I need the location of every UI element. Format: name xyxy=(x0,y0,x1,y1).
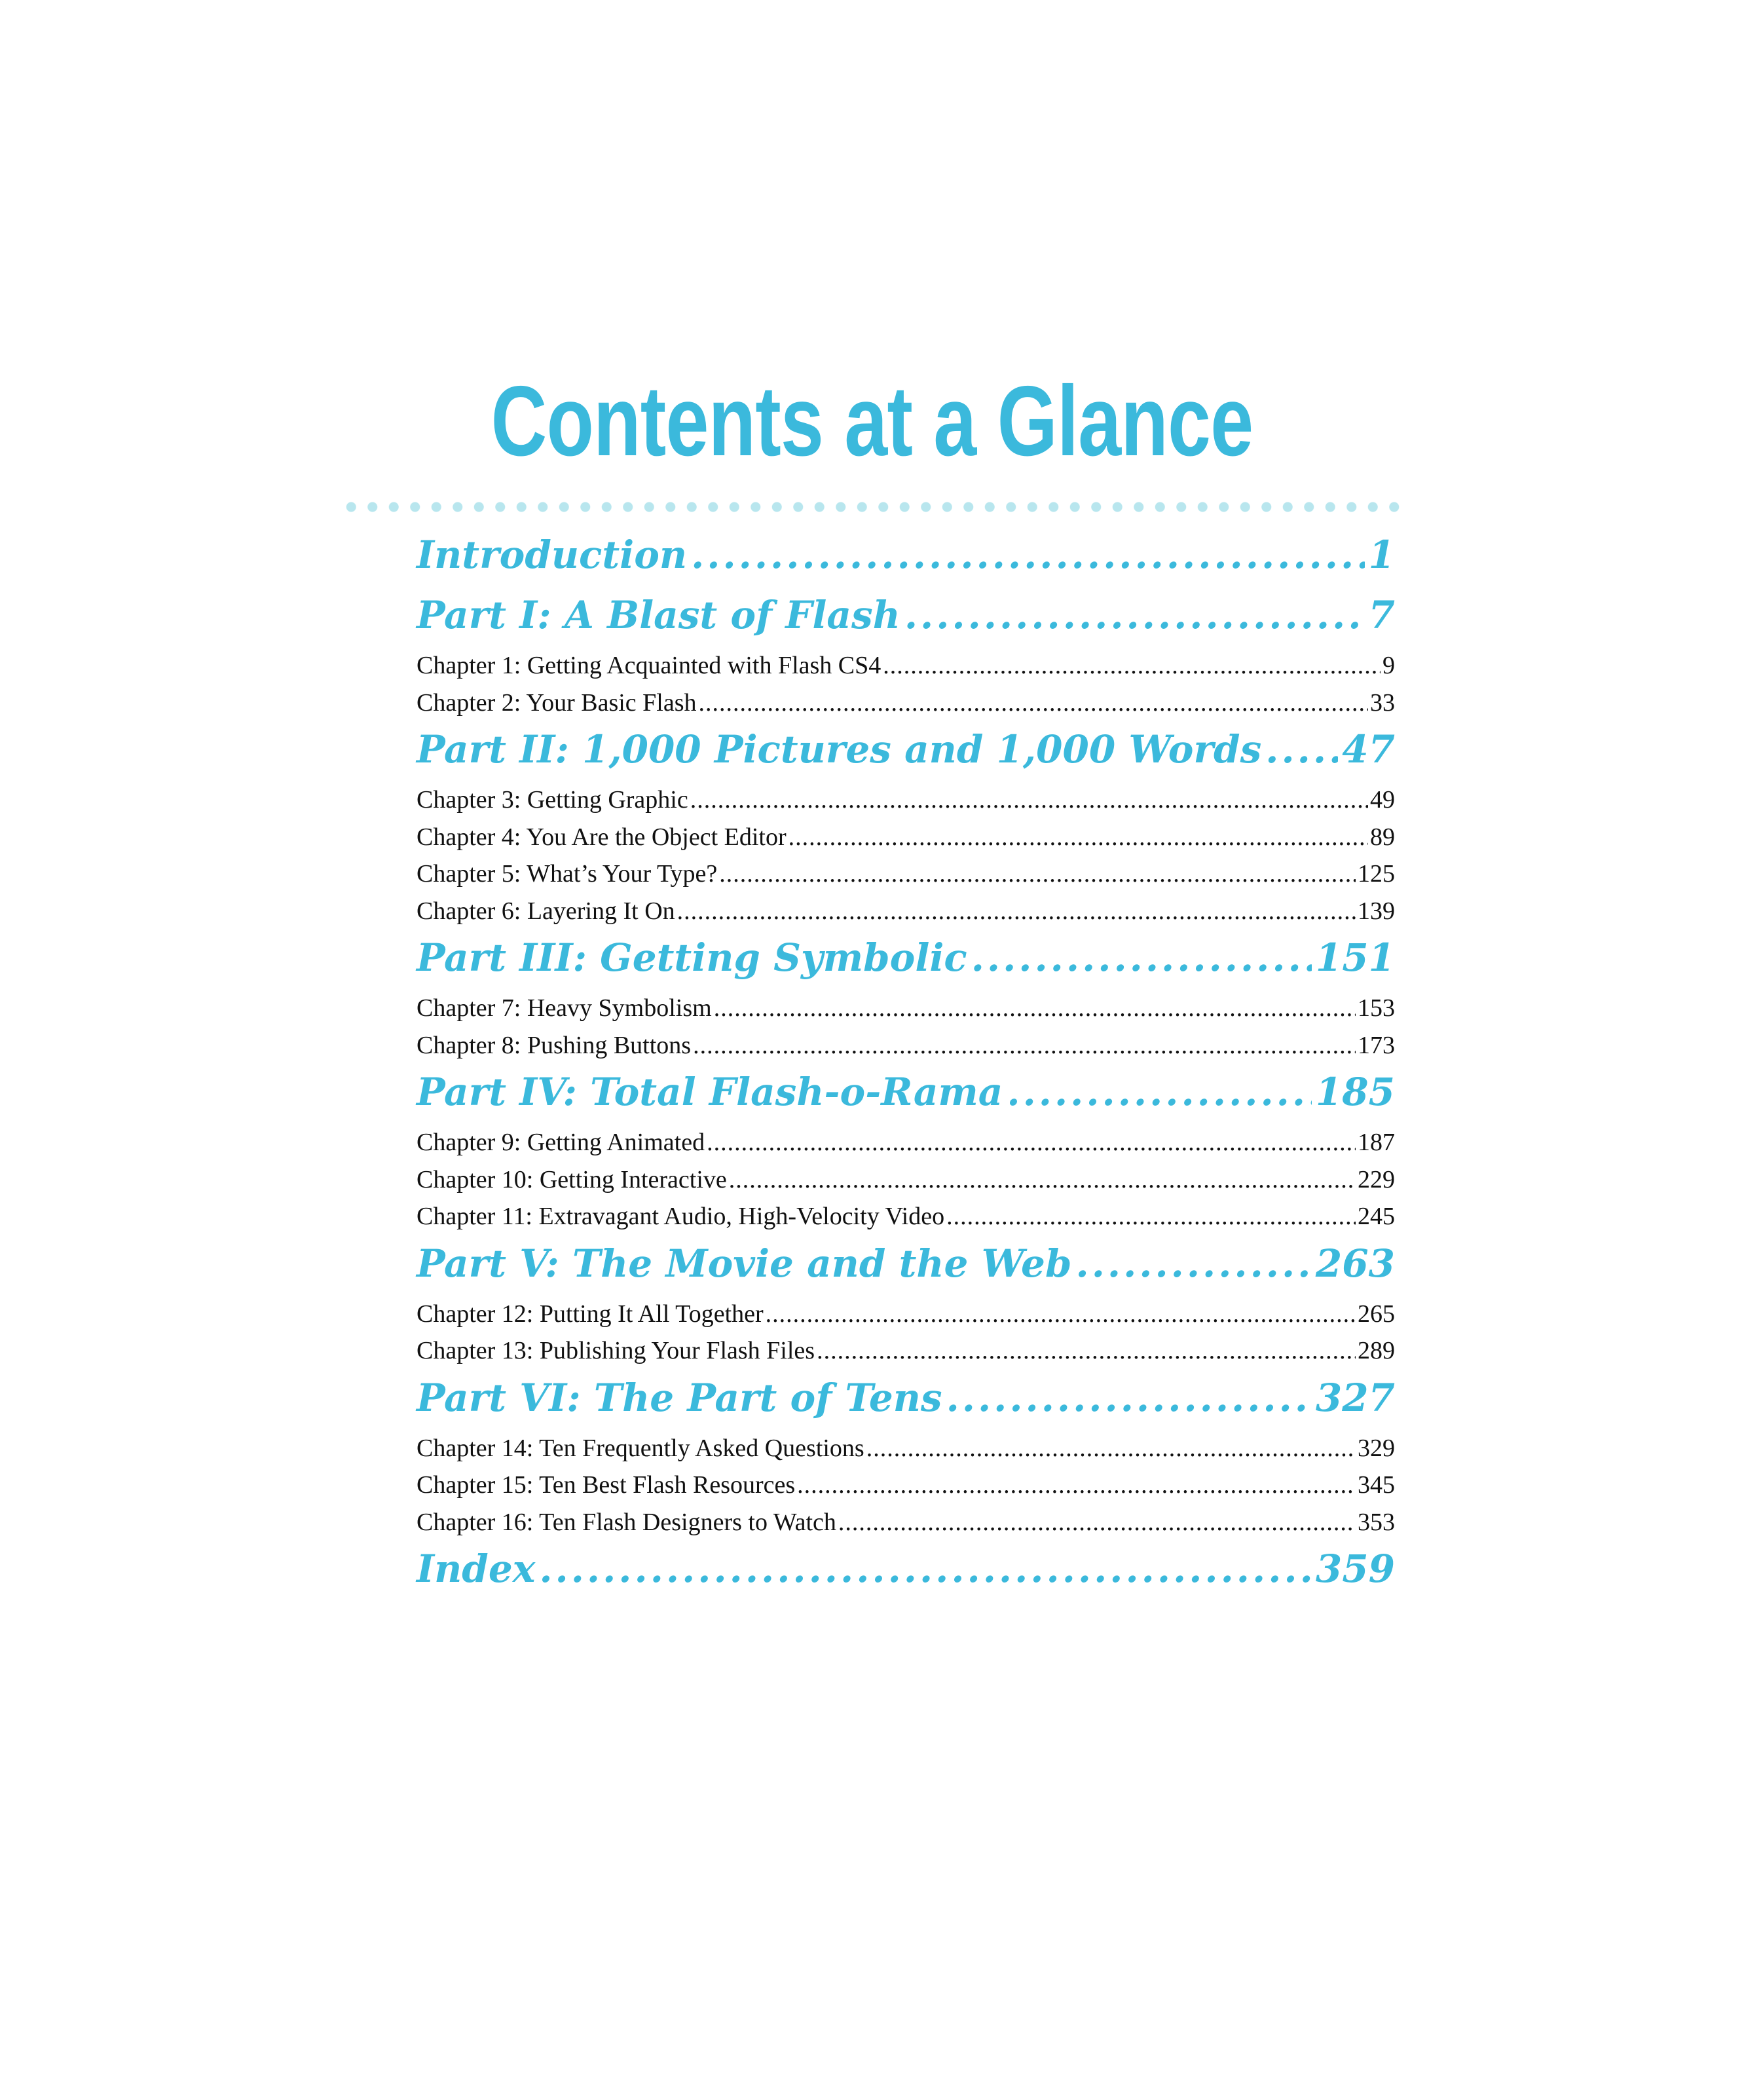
toc-chapter-page: 345 xyxy=(1358,1471,1395,1499)
toc-part-label: Part II: 1,000 Pictures and 1,000 Words xyxy=(417,727,1262,772)
toc-chapter-row[interactable] xyxy=(417,893,1395,930)
toc-chapter-page: 89 xyxy=(1370,823,1395,851)
toc-chapter-page: 265 xyxy=(1358,1300,1395,1328)
dot-leader xyxy=(904,596,1365,634)
dot-leader xyxy=(690,781,1368,818)
toc-chapter-row[interactable] xyxy=(417,1467,1395,1504)
toc-chapter-row[interactable] xyxy=(417,1027,1395,1064)
toc-chapter-row[interactable] xyxy=(417,1296,1395,1333)
dot-leader xyxy=(971,939,1312,977)
toc-chapter-page: 9 xyxy=(1382,652,1395,679)
toc-chapter-page: 139 xyxy=(1358,897,1395,925)
toc-part-row[interactable] xyxy=(417,721,1395,781)
page-title: Contents at a Glance xyxy=(491,366,1253,477)
toc-chapter-row[interactable] xyxy=(417,1124,1395,1161)
dot-leader xyxy=(946,1379,1312,1417)
toc-chapter-page: 329 xyxy=(1358,1434,1395,1462)
toc-part-page: 359 xyxy=(1315,1547,1395,1591)
dot-leader xyxy=(729,1161,1356,1198)
dot-leader xyxy=(707,1124,1356,1161)
toc-part-row[interactable] xyxy=(417,929,1395,990)
toc-part-label: Index xyxy=(417,1547,536,1591)
toc-chapter-row[interactable] xyxy=(417,819,1395,856)
toc-part-page: 327 xyxy=(1315,1375,1395,1420)
dot-leader xyxy=(883,647,1381,684)
toc-part-label: Part I: A Blast of Flash xyxy=(417,593,900,637)
toc-part-label: Part VI: The Part of Tens xyxy=(417,1375,942,1420)
toc-chapter-label: Chapter 12: Putting It All Together xyxy=(417,1300,764,1328)
toc-part-page: 263 xyxy=(1315,1241,1395,1286)
toc-part-label: Part IV: Total Flash-o-Rama xyxy=(417,1070,1003,1114)
dot-leader xyxy=(1007,1073,1312,1111)
toc-chapter-label: Chapter 13: Publishing Your Flash Files xyxy=(417,1337,815,1364)
toc-part-row[interactable] xyxy=(417,1235,1395,1296)
dot-leader xyxy=(699,684,1369,721)
toc-chapter-page: 125 xyxy=(1358,860,1395,888)
dot-leader xyxy=(1265,730,1338,768)
toc-chapter-page: 187 xyxy=(1358,1129,1395,1156)
toc-chapter-label: Chapter 8: Pushing Buttons xyxy=(417,1031,692,1059)
toc-part-page: 185 xyxy=(1315,1070,1395,1114)
dot-leader xyxy=(691,536,1365,574)
toc-chapter-row[interactable] xyxy=(417,1504,1395,1541)
toc-chapter-label: Chapter 14: Ten Frequently Asked Questions xyxy=(417,1434,864,1462)
dot-leader xyxy=(946,1198,1356,1235)
toc-chapter-row[interactable] xyxy=(417,1198,1395,1235)
toc-chapter-page: 173 xyxy=(1358,1031,1395,1059)
toc-chapter-row[interactable] xyxy=(417,1430,1395,1467)
toc-chapter-row[interactable] xyxy=(417,855,1395,893)
toc-chapter-page: 33 xyxy=(1370,688,1395,717)
toc-part-row[interactable] xyxy=(417,1370,1395,1430)
dot-leader xyxy=(539,1550,1312,1588)
toc-chapter-label: Chapter 4: You Are the Object Editor xyxy=(417,823,787,851)
toc-chapter-label: Chapter 1: Getting Acquainted with Flash CS4 xyxy=(417,652,881,679)
toc-chapter-page: 49 xyxy=(1370,786,1395,814)
dot-leader xyxy=(866,1430,1356,1467)
dot-leader xyxy=(838,1504,1356,1541)
toc-part-row[interactable] xyxy=(417,1541,1395,1601)
toc-part-row[interactable] xyxy=(417,1064,1395,1124)
toc-part-page: 1 xyxy=(1368,533,1395,577)
toc-chapter-row[interactable] xyxy=(417,647,1395,684)
toc-chapter-row[interactable] xyxy=(417,1161,1395,1199)
table-of-contents xyxy=(417,533,1395,1601)
toc-chapter-page: 245 xyxy=(1358,1203,1395,1230)
toc-chapter-label: Chapter 2: Your Basic Flash xyxy=(417,688,697,717)
dot-leader xyxy=(766,1296,1356,1332)
toc-chapter-row[interactable] xyxy=(417,781,1395,819)
dot-leader xyxy=(693,1027,1356,1064)
toc-chapter-label: Chapter 7: Heavy Symbolism xyxy=(417,994,712,1022)
toc-chapter-label: Chapter 11: Extravagant Audio, High-Velocity Video xyxy=(417,1203,945,1230)
toc-part-label: Introduction xyxy=(417,533,688,577)
dot-leader xyxy=(789,819,1368,855)
dot-leader xyxy=(677,893,1356,929)
dot-leader xyxy=(714,990,1356,1026)
toc-part-page: 7 xyxy=(1368,593,1395,637)
dot-leader xyxy=(817,1332,1356,1369)
toc-chapter-page: 353 xyxy=(1358,1508,1395,1536)
dotted-divider xyxy=(341,499,1405,515)
toc-chapter-page: 153 xyxy=(1358,994,1395,1022)
toc-chapter-label: Chapter 6: Layering It On xyxy=(417,897,675,925)
toc-chapter-page: 289 xyxy=(1358,1337,1395,1364)
toc-part-page: 47 xyxy=(1342,727,1395,772)
dot-leader xyxy=(719,855,1356,892)
toc-part-label: Part III: Getting Symbolic xyxy=(417,935,967,980)
dot-leader xyxy=(1076,1245,1312,1283)
toc-chapter-label: Chapter 9: Getting Animated xyxy=(417,1129,705,1156)
toc-chapter-label: Chapter 10: Getting Interactive xyxy=(417,1165,727,1193)
toc-chapter-row[interactable] xyxy=(417,684,1395,722)
toc-chapter-row[interactable] xyxy=(417,1332,1395,1370)
toc-chapter-label: Chapter 15: Ten Best Flash Resources xyxy=(417,1471,796,1499)
toc-chapter-row[interactable] xyxy=(417,990,1395,1027)
toc-chapter-label: Chapter 16: Ten Flash Designers to Watch xyxy=(417,1508,836,1536)
toc-chapter-page: 229 xyxy=(1358,1165,1395,1193)
toc-part-row[interactable] xyxy=(417,533,1395,587)
toc-part-page: 151 xyxy=(1315,935,1395,980)
toc-chapter-label: Chapter 5: What’s Your Type? xyxy=(417,860,718,888)
dot-leader xyxy=(797,1467,1356,1503)
toc-chapter-label: Chapter 3: Getting Graphic xyxy=(417,786,688,814)
toc-part-label: Part V: The Movie and the Web xyxy=(417,1241,1072,1286)
toc-part-row[interactable] xyxy=(417,587,1395,647)
